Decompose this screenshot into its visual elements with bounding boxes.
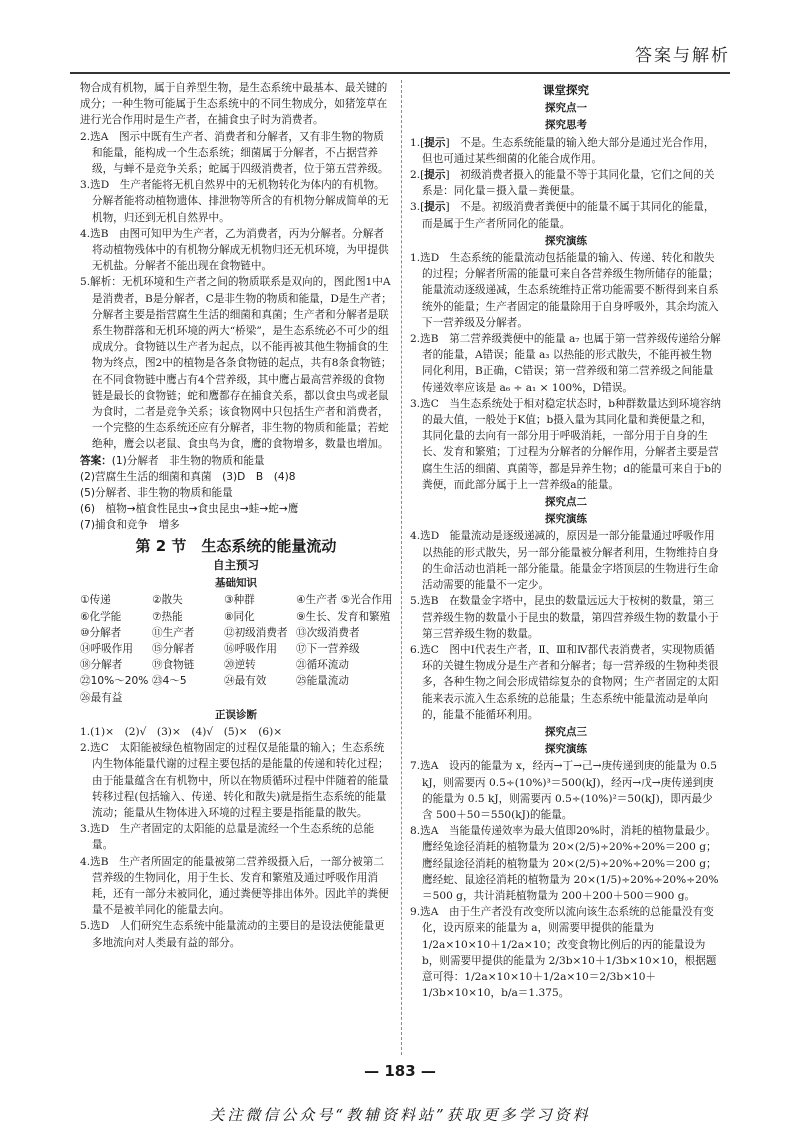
grid-cell: ⑧同化 (224, 610, 255, 623)
yanlian-1: 1.选D 生态系统的能量流动包括能量的输入、传递、转化和散失的过程；分解者所需的能量可来自各营养级生物所储存的能量；能量流动逐级递减，生态系统维持正常功能需要不断得到来自系统外的能量；生产者固定的能量除用于自身呼吸外，其余均流入下一营养级及分解者。 (410, 252, 719, 329)
grid-cell: ⑬次级消费者 (296, 626, 360, 639)
header-title: 答案与解析 (635, 46, 730, 66)
zhengwu-1: 1.(1)× (2)√ (3)× (4)√ (5)× (6)× (80, 725, 283, 738)
ketang-title: 课堂探究 (543, 83, 589, 97)
grid-cell: ㉔最有效 (224, 675, 267, 688)
sikao-1-text: 不是。生态系统能量的输入绝大部分是通过光合作用，但也可通过某些细菌的化能合成作用。 (422, 136, 715, 165)
tanjiu3-title: 探究点三 (545, 725, 587, 738)
sikao-3: 3.[提示] 不是。初级消费者粪便中的能量不属于其同化的能量，而是属于生产者所同化的能量。 (410, 201, 715, 230)
left-item-3: 3.选D 生产者能将无机自然界中的无机物转化为体内的有机物。分解者能将动植物遗体、排泄物等所含的有机物分解成简单的无机物，归还到无机自然界中。 (80, 179, 389, 224)
grid-cell: ㉓4～5 (152, 675, 187, 688)
zhengwu-title: 正误诊断 (215, 708, 257, 721)
tishi-label: 提示 (424, 136, 446, 149)
knowledge-grid (80, 592, 392, 705)
right-column (410, 80, 722, 1001)
grid-cell: ⑱分解者 (80, 659, 123, 672)
grid-cell: ⑯呼吸作用 (224, 642, 277, 655)
grid-cell: ①传递 (80, 594, 111, 607)
yanlian-8: 8.选A 当能量传递效率为最大值即20%时，消耗的植物量最少。鹰经兔途径消耗的植物量为 20×(2/5)÷20%÷20%＝200 g；鹰经鼠途径消耗的植物量为 20×(2/5)÷20%÷20%＝200 g；鹰经蛇、鼠途径消耗的植物量为 20×(1/5)÷20%÷20%÷20%＝500 g，共计消耗植物量为 200＋200＋500＝900 g。 (410, 825, 719, 902)
jichu-title: 基础知识 (215, 577, 257, 590)
tanjiu2-title: 探究点二 (545, 496, 587, 509)
yanlian-title-3: 探究演练 (545, 743, 587, 756)
grid-cell: ⑲食物链 (152, 659, 195, 672)
grid-cell: ⑰下一营养级 (296, 642, 360, 655)
footer-note: 关注微信公众号“教辅资料站”获取更多学习资料 (209, 1106, 591, 1124)
answer-5: (7)捕食和竞争 增多 (80, 519, 180, 532)
answer-1: (1)分解者 非生物的物质和能量 (111, 454, 265, 467)
sikao-2-text: 初级消费者摄入的能量不等于其同化量，它们之间的关系是：同化量＝摄入量－粪便量。 (422, 169, 715, 198)
grid-cell: ⑩分解者 (80, 626, 122, 639)
grid-cell: ⑦热能 (152, 610, 183, 623)
answer-3: (5)分解者、非生物的物质和能量 (80, 487, 233, 500)
grid-cell-a: ④生产者 (296, 594, 338, 607)
grid-cell: ③种群 (224, 594, 255, 607)
answer-label: 答案： (80, 454, 112, 467)
zhengwu-4: 4.选B 生产者所固定的能量被第二营养级摄入后，一部分被第二营养级的生物同化，用于生长、发育和繁殖及通过呼吸作用消耗，还有一部分未被同化，通过粪便等排出体外。因此羊的粪便量不是被羊同化的能量去向。 (80, 855, 389, 917)
left-paragraph-1: 物合成有机物，属于自养型生物，是生态系统中最基本、最关键的成分；一种生物可能属于生态系统中的不同生物成分，如猪笼草在进行光合作用时是生产者，在捕食虫子时为消费者。 (80, 82, 388, 127)
sikao-3-text: 不是。初级消费者粪便中的能量不属于其同化的能量，而是属于生产者所同化的能量。 (422, 201, 715, 230)
yanlian-2: 2.选B 第二营养级粪便中的能量 a₇ 也属于第一营养级传递给分解者的能量，A错误；能量 a₃ 以热能的形式散失，不能再被生物同化利用，B正确，C错误；第一营养级和第二营养级之间能量传递效率应该是 a₆ ÷ a₁ × 100%，D错误。 (410, 333, 721, 394)
grid-cell: ㉒10%～20% (80, 675, 149, 688)
grid-cell: ②散失 (152, 594, 183, 607)
grid-cell: ⑥化学能 (80, 610, 122, 623)
tanjiu1-title: 探究点一 (545, 102, 587, 115)
grid-cell: ⑫初级消费者 (224, 626, 288, 639)
answer-2: (2)营腐生生活的细菌和真菌 (3)D B (4)8 (80, 470, 296, 483)
zhengwu-3: 3.选D 生产者固定的太阳能的总量是流经一个生态系统的总能量。 (80, 823, 375, 852)
grid-cell: ㉕能量流动 (296, 675, 349, 688)
yanlian-7: 7.选A 设丙的能量为 x，经丙→丁→己→庚传递到庚的能量为 0.5 kJ，则需要丙 0.5÷(10%)³＝500(kJ)，经丙→戊→庚传递到庚的能量为 0.5 kJ，则需要丙 0.5÷(10%)²＝50(kJ)，即丙最少含 500＋50＝550(kJ)的能量。 (410, 760, 718, 821)
section-title: 第 2 节 生态系统的能量流动 (135, 536, 337, 555)
tishi-label: 提示 (424, 169, 446, 182)
grid-cell: ⑨生长、发育和繁殖 (296, 610, 391, 623)
left-item-2: 2.选A 图示中既有生产者、消费者和分解者，又有非生物的物质和能量，能构成一个生态系统；细菌属于分解者，不占据营养级，与蝉不是竞争关系；蛇属于四级消费者，位于第五营养级。 (80, 130, 389, 176)
page-number: — 183 — (364, 1062, 436, 1080)
answer-block (80, 453, 392, 469)
grid-cell-b: ⑤光合作用 (340, 594, 393, 607)
grid-cell: ㉖最有益 (80, 691, 123, 704)
sikao-title: 探究思考 (545, 119, 587, 132)
grid-cell: ⑭呼吸作用 (80, 642, 133, 655)
answer-4: (6) 植物→植食性昆虫→食虫昆虫→蛙→蛇→鹰 (80, 503, 299, 516)
grid-cell: ⑮分解者 (152, 642, 195, 655)
yanlian-title-2: 探究演练 (545, 513, 587, 526)
tishi-label: 提示 (424, 201, 446, 214)
page-header (70, 0, 730, 74)
zizhu-title: 自主预习 (213, 557, 259, 572)
grid-cell: ㉑循环流动 (296, 659, 349, 672)
yanlian-4: 4.选D 能量流动是逐级递减的，原因是一部分能量通过呼吸作用以热能的形式散失，另一部分能量被分解者利用，生物维持自身的生命活动也消耗一部分能量。能量金字塔顶层的生物进行生命活动需要的能量不一定少。 (410, 530, 719, 592)
zhengwu-5: 5.选D 人们研究生态系统中能量流动的主要目的是设法使能量更多地流向对人类最有益的部分。 (80, 920, 385, 949)
yanlian-9: 9.选A 由于生产者没有改变所以流向该生态系统的总能量没有变化，设丙原来的能量为 a，则需要甲提供的能量为 1/2a×10×10＋1/2a×10；改变食物比例后的丙的能量设为 b，则需要甲提供的能量为 2/3b×10＋1/3b×10×10，根据题意可得：1/2a×10×10＋1/2a×10＝2/3b×10＋1/3b×10×10，b/a＝1.375。 (410, 906, 717, 1000)
column-divider (401, 80, 402, 1055)
yanlian-title: 探究演练 (545, 234, 587, 247)
sikao-2: 2.[提示] 初级消费者摄入的能量不等于其同化量，它们之间的关系是：同化量＝摄入量－粪便量。 (410, 169, 715, 198)
grid-cell (296, 592, 396, 608)
sikao-1: 1.[提示] 不是。生态系统能量的输入绝大部分是通过光合作用，但也可通过某些细菌的化能合成作用。 (410, 136, 715, 165)
yanlian-3: 3.选C 当生态系统处于相对稳定状态时，b种群数量达到环境容纳的最大值，一般处于K值；b摄入量为其同化量和粪便量之和，其同化量的去向有一部分用于呼吸消耗，一部分用于自身的生长、发育和繁殖；丁过程为分解者的分解作用，分解者主要是营腐生生活的细菌、真菌等，都是异养生物；d的能量可来自于b的粪便，而此部分属于上一营养级a的能量。 (410, 397, 722, 491)
yanlian-6: 6.选C 图中Ⅰ代表生产者，Ⅱ、Ⅲ和Ⅳ都代表消费者，实现物质循环的关键生物成分是生产者和分解者；每一营养级的生物种类很多，各种生物之间会形成错综复杂的食物网；生产者固定的太阳能来表示流入生态系统的总能量；生态系统中能量流动是单向的，能量不能循环利用。 (410, 643, 719, 721)
zhengwu-2: 2.选C 太阳能被绿色植物固定的过程仅是能量的输入；生态系统内生物体能量代谢的过程主要包括的是能量的传递和转化过程；由于能量蕴含在有机物中，所以在物质循环过程中伴随着的能量转移过程(包括输入、传递、转化和散失)就是指生态系统的能量流动；能量从生物体进入环境的过程主要是指能量的散失。 (80, 742, 389, 819)
left-item-5: 5.解析：无机环境和生产者之间的物质联系是双向的，图此图1中A是消费者，B是分解者，C是非生物的物质和能量，D是生产者；分解者主要是指营腐生生活的细菌和真菌；生产者和分解者是联系生物群落和无机环境的两大“桥梁”，是生态系统必不可少的组成成分。食物链以生产者为起点，以不能再被其他生物捕食的生物为终点，图2中的植物是各条食物链的起点，共有8条食物链；在不同食物链中鹰占有4个营养级，其中鹰占最高营养级的食物链是最长的食物链；蛇和鹰都存在捕食关系，都以食虫鸟或老鼠为食时，二者是竞争关系；该食物网中只包括生产者和消费者，一个完整的生态系统还应有分解者，非生物的物质和能量；若蛇绝种，鹰会以老鼠、食虫鸟为食，鹰的食物增多，数量也增加。 (80, 276, 392, 451)
left-column (80, 80, 392, 951)
grid-cell: ⑳逆转 (224, 659, 256, 672)
yanlian-5: 5.选B 在数量金字塔中，昆虫的数量远远大于桉树的数量，第三营养级生物的数量小于昆虫的数量，第四营养级生物的数量小于第三营养级生物的数量。 (410, 595, 719, 640)
left-item-4: 4.选B 由图可知甲为生产者，乙为消费者，丙为分解者。分解者将动植物残体中的有机物分解成无机物归还无机环境，为甲提供无机盐。分解者不能出现在食物链中。 (80, 227, 389, 273)
grid-cell: ⑪生产者 (152, 626, 195, 639)
